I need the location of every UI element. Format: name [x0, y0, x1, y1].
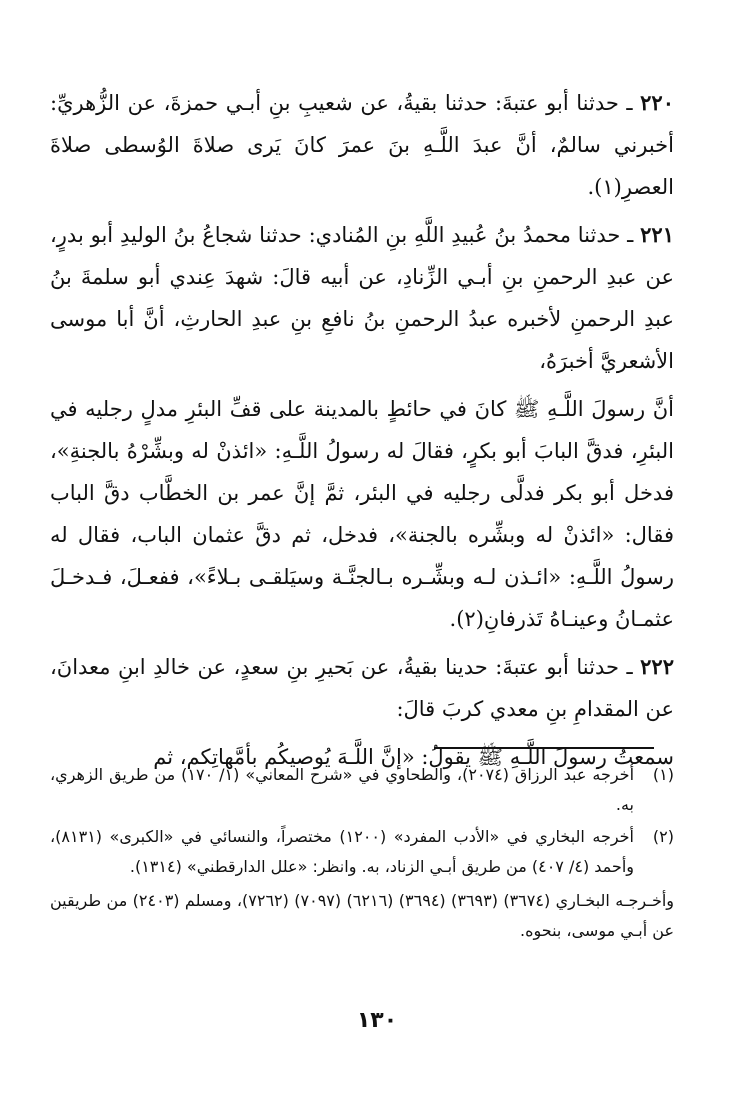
- hadith-number: ٢٢١: [640, 222, 674, 247]
- footnote-1: [50, 760, 674, 820]
- footnotes: [50, 760, 674, 946]
- hadith-text: ـ حدثنا محمدُ بنُ عُبيدِ اللَّهِ بنِ المُنادي: حدثنا شجاعُ بنُ الوليدِ أبو بدرٍ، عن عبدِ الرحمنِ بنِ أبـي الزِّنادِ، عن أبيه قالَ: شهدَ عِندي أبو سلمةَ بنُ عبدِ الرحمنِ لأخبره عبدُ الرحمنِ بنُ نافعِ بنِ عبدِ الحارثِ، أنَّ أبا موسى الأشعريَّ أخبرَهُ،: [50, 223, 674, 373]
- footnote-2: [50, 822, 674, 882]
- footnote-mark: (٢): [652, 827, 674, 846]
- hadith-220: [50, 82, 674, 208]
- page-number: ١٣٠: [356, 1008, 398, 1033]
- hadith-number: ٢٢٠: [640, 90, 674, 115]
- hadith-222: [50, 646, 674, 730]
- footnote-mark: (١): [652, 765, 674, 784]
- footnote-text: أخرجه عبد الرزاق (٢٠٧٤)، والطحاوي في «شرح المعاني» (١/ ١٧٠) من طريق الزهري، به.: [50, 765, 635, 814]
- hadith-text: ـ حدثنا أبو عتبةَ: حدثنا بقيةُ، عن شعيبِ بنِ أبـي حمزةَ، عن الزُّهريِّ: أخبرني سالمٌ، أنَّ عبدَ اللَّـهِ بنَ عمرَ كانَ يَرى صلاةَ الوُسطى صلاةَ العصرِ(١).: [50, 91, 674, 199]
- hadith-text: ـ حدثنا أبو عتبةَ: حدينا بقيةُ، عن بَحيرِ بنِ سعدٍ، عن خالدِ ابنِ معدانَ، عن المقدامِ بنِ معدي كربَ قالَ:: [50, 655, 674, 721]
- hadith-221-matn: [50, 388, 674, 640]
- main-text: [50, 82, 674, 784]
- hadith-text: سمعتُ رسولَ اللَّـهِ ﷺ يقولُ: «إنَّ اللَّـهَ يُوصيكُم بأمَّهاتِكم، ثم: [153, 745, 674, 769]
- hadith-text: أنَّ رسولَ اللَّـهِ ﷺ كانَ في حائطٍ بالمدينة على قفِّ البئرِ مدلٍ رجليه في البئرِ، فدقَّ البابَ أبو بكرٍ، فقالَ له رسولُ اللَّـهِ: «ائذنْ له وبشِّرْهُ بالجنةِ»، فدخل أبو بكر فدلَّى رجليه في البئر، ثمَّ إنَّ عمر بن الخطَّاب دقَّ الباب فقال: «ائذنْ له وبشِّره بالجنة»، فدخل، ثم دقَّ عثمان الباب، فقال له رسولُ اللَّـهِ: «ائـذن لـه وبشِّـره بـالجنَّـة وسيَلقـى بـلاءً»، ففعـلَ، فـدخـلَ عثمـانُ وعينـاهُ تَذرفانِ(٢).: [50, 397, 674, 631]
- footnote-divider: [434, 747, 654, 749]
- hadith-number: ٢٢٢: [640, 654, 674, 679]
- footnote-text: أخرجه البخاري في «الأدب المفرد» (١٢٠٠) مختصراً، والنسائي في «الكبرى» (٨١٣١)، وأحمد (٤/ ٤٠٧) من طريق أبـي الزناد، به. وانظر: «علل الدارقطني» (١٣١٤).: [50, 827, 635, 876]
- hadith-221: [50, 214, 674, 382]
- footnote-continuation: وأخـرجـه البخـاري (٣٦٧٤) (٣٦٩٣) (٣٦٩٤) (٦٢١٦) (٧٠٩٧) (٧٢٦٢)، ومسلم (٢٤٠٣) من طريقين عن أبـي موسى، بنحوه.: [50, 891, 675, 940]
